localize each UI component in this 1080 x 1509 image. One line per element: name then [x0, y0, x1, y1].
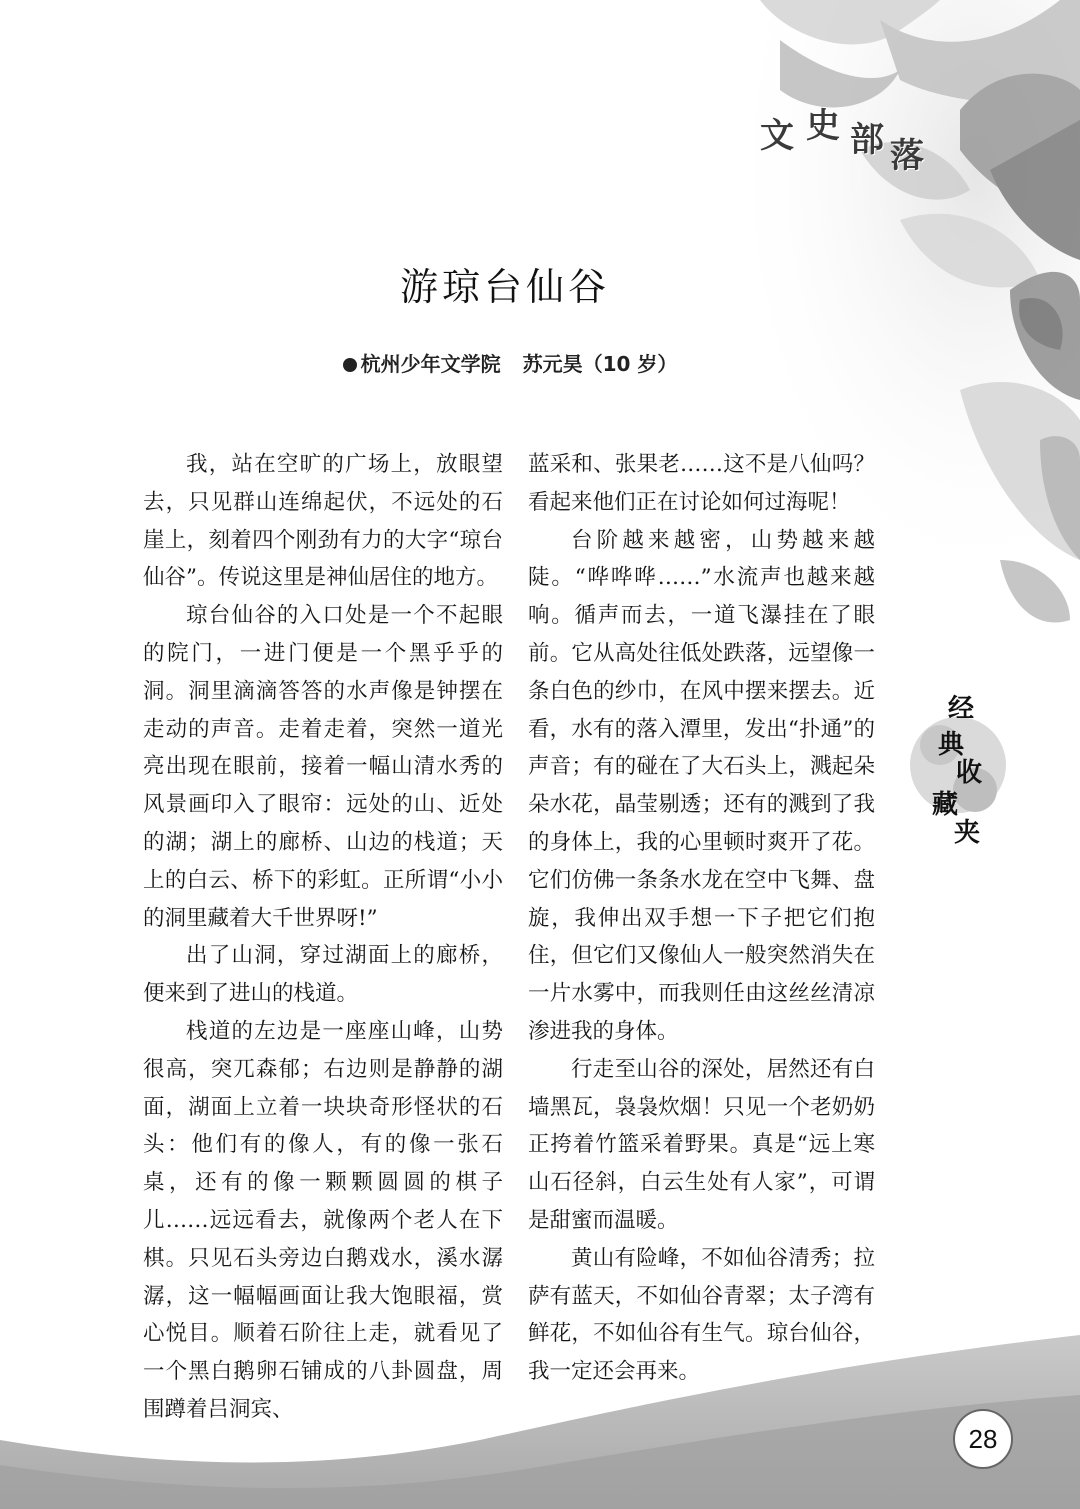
paragraph: 栈道的左边是一座座山峰，山势很高，突兀森郁；右边则是静静的湖面，湖面上立着一块块奇形怪状的石头：他们有的像人，有的像一张石桌，还有的像一颗颗圆圆的棋子儿……远远看去，就像两个老人在下棋。只见石头旁边白鹅戏水，溪水潺潺，这一幅幅画面让我大饱眼福，赏心悦目。顺着石阶往上走，就看见了一个黑白鹅卵石铺成的八卦圆盘，周围蹲着吕洞宾、 [143, 1018, 503, 1422]
article-left-column [143, 446, 503, 1429]
paragraph: 我，站在空旷的广场上，放眼望去，只见群山连绵起伏，不远处的石崖上，刻着四个刚劲有力的大字“琼台仙谷”。传说这里是神仙居住的地方。 [143, 452, 503, 591]
paragraph: 行走至山谷的深处，居然还有白墙黑瓦，袅袅炊烟！只见一个老奶奶正挎着竹篮采着野果。真是“远上寒山石径斜，白云生处有人家”，可谓是甜蜜而温暖。 [528, 1056, 875, 1233]
paragraph: 琼台仙谷的入口处是一个不起眼的院门，一进门便是一个黑乎乎的洞。洞里滴滴答答的水声像是钟摆在走动的声音。走着走着，突然一道光亮出现在眼前，接着一幅山清水秀的风景画印入了眼帘：远处的山、近处的湖；湖上的廊桥、山边的栈道；天上的白云、桥下的彩虹。正所谓“小小的洞里藏着大千世界呀!” [143, 603, 503, 931]
article-title: 游琼台仙谷 [399, 265, 610, 309]
paragraph-continuation: 蓝采和、张果老……这不是八仙吗？看起来他们正在讨论如何过海呢！ [528, 452, 875, 515]
side-label-char: 藏 [932, 790, 959, 820]
page-number: 28 [953, 1409, 1013, 1469]
side-label-jingdian-shoucangjia [922, 688, 1002, 848]
bullet-icon [343, 358, 357, 372]
article-right-column [528, 446, 875, 1391]
byline-author: 苏元昊（10 岁） [522, 352, 678, 376]
section-tag-char: 落 [890, 136, 924, 176]
section-tag-wenshi-buluo [758, 100, 958, 176]
section-tag-char: 部 [850, 120, 884, 160]
byline-school: 杭州少年文学院 [360, 352, 501, 376]
side-label-char: 收 [956, 758, 983, 788]
section-tag-char: 史 [806, 106, 840, 146]
side-label-char: 典 [938, 730, 965, 760]
article-byline [0, 348, 1020, 377]
paragraph: 出了山洞，穿过湖面上的廊桥，便来到了进山的栈道。 [143, 943, 503, 1007]
section-tag-char: 文 [760, 116, 794, 156]
side-label-char: 夹 [954, 818, 981, 848]
paragraph: 台阶越来越密，山势越来越陡。“哗哗哗……”水流声也越来越响。循声而去，一道飞瀑挂在了眼前。它从高处往低处跌落，远望像一条白色的纱巾，在风中摆来摆去。近看，水有的落入潭里，发出“扑通”的声音；有的碰在了大石头上，溅起朵朵水花，晶莹剔透；还有的溅到了我的身体上，我的心里顿时爽开了花。它们仿佛一条条水龙在空中飞舞、盘旋，我伸出双手想一下子把它们抱住，但它们又像仙人一般突然消失在一片水雾中，而我则任由这丝丝清凉渗进我的身体。 [528, 527, 875, 1044]
side-label-char: 经 [948, 694, 975, 724]
paragraph: 黄山有险峰，不如仙谷清秀；拉萨有蓝天，不如仙谷青翠；太子湾有鲜花，不如仙谷有生气。琼台仙谷，我一定还会再来。 [528, 1245, 875, 1385]
